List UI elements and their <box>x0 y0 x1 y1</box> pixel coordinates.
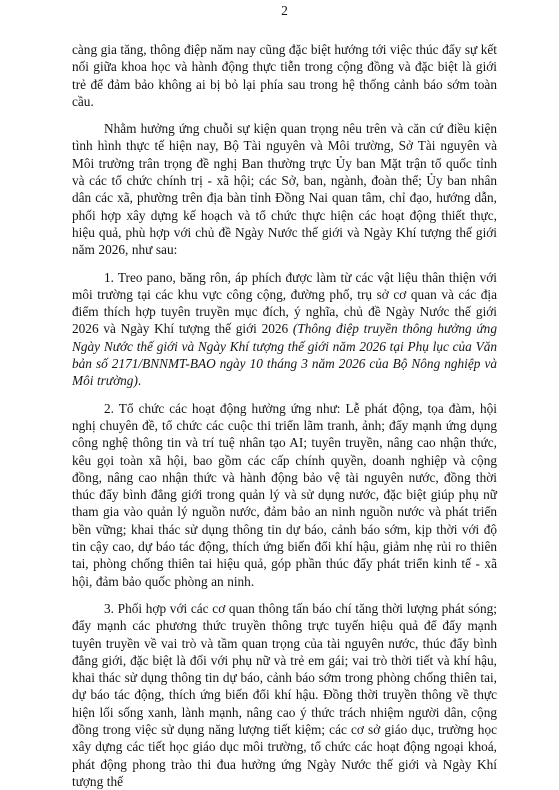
paragraph-item-2 <box>72 400 497 590</box>
paragraph-text-end: . <box>137 373 142 389</box>
paragraph-text: 1. Treo pano, băng rôn, áp phích được làm từ các vật liệu thân thiện với môi trường tại các khu vực công cộng, đường phố, trụ sở cơ quan và các địa điểm thích hợp tuyên truyền mục đích, ý nghĩa, chủ đề Ngày Nước thế giới 2026 và Ngày Khí tượng thế giới 2026 <box>72 269 497 337</box>
paragraph-item-3 <box>72 600 497 790</box>
paragraph-text: 2. Tổ chức các hoạt động hưởng ứng như: Lễ phát động, tọa đàm, hội nghị chuyên đề, tổ chức các cuộc thi triển lãm tranh, ảnh; đẩy mạnh ứng dụng công nghệ thông tin và trí tuệ nhân tạo AI; tuyên truyền, nâng cao nhận thức, kêu gọi toàn xã hội, bao gồm các cấp chính quyền, doanh nghiệp và cộng đồng, nâng cao nhận thức và hành động bảo vệ tài nguyên nước, đồng thời thúc đẩy bình đẳng giới trong quản lý và sử dụng nước, đặc biệt giúp phụ nữ tham gia vào quản lý nguồn nước, đảm bảo an ninh nguồn nước và phát triển bền vững; khai thác sử dụng thông tin dự báo, cảnh báo sớm, kịp thời với độ tin cậy cao, dự báo tác động, thích ứng biến đổi khí hậu, giảm nhẹ rủi ro thiên tai, phòng chống thiên tai hiệu quả, góp phần thúc đẩy phát triển kinh tế - xã hội, đảm bảo quốc phòng an ninh. <box>72 400 497 589</box>
paragraph-text: Nhằm hưởng ứng chuỗi sự kiện quan trọng nêu trên và căn cứ điều kiện tình hình thực tế hiện nay, Bộ Tài nguyên và Môi trường, Sở Tài nguyên và Môi trường trân trọng đề nghị Ban thường trực Ủy ban Mặt trận tổ quốc tỉnh và các tổ chức chính trị - xã hội; các Sở, ban, ngành, đoàn thể; Ủy ban nhân dân các xã, phường trên địa bàn tỉnh Đồng Nai quan tâm, chỉ đạo, hướng dẫn, phối hợp xây dựng kế hoạch và tổ chức thực hiện các hoạt động thiết thực, hiệu quả, phù hợp với chủ đề Ngày Nước thế giới và Ngày Khí tượng thế giới năm 2026, như sau: <box>72 121 497 258</box>
paragraph-continuation <box>72 41 497 110</box>
paragraph-text: càng gia tăng, thông điệp năm nay cũng đặc biệt hướng tới việc thúc đẩy sự kết nối giữa khoa học và hành động thực tiễn trong cộng đồng và đặc biệt là giới trẻ để đảm bảo không ai bị bỏ lại phía sau trong hệ thống cảnh báo sớm toàn cầu. <box>72 42 497 109</box>
paragraph-item-1 <box>72 269 497 390</box>
paragraph-text: 3. Phối hợp với các cơ quan thông tấn báo chí tăng thời lượng phát sóng; đẩy mạnh các phương thức truyền thông trực tuyến hiệu quả để đẩy mạnh tuyên truyền về vai trò và tầm quan trọng của tài nguyên nước, thúc đẩy bình đẳng giới, đặc biệt là đối với phụ nữ và trẻ em gái; vai trò thời tiết và khí hậu, khai thác sử dụng thông tin dự báo, cảnh báo sớm trong phòng chống thiên tai, dự báo tác động, thích ứng biến đổi khí hậu. Đồng thời truyền thông về thực hiện lối sống xanh, lành mạnh, nâng cao ý thức trách nhiệm người dân, cộng đồng trong việc sử dụng năng lượng tiết kiệm; các cơ sở giáo dục, trường học xây dựng các tiết học giáo dục môi trường, tổ chức các hoạt động ngoại khoá, phát động phong trào thi đua hưởng ứng Ngày Nước thế giới và Ngày Khí tượng thế <box>72 600 497 789</box>
page-number: 2 <box>281 3 288 18</box>
paragraph-intro <box>72 120 497 258</box>
paragraph-italic-note: (Thông điệp truyền thông hưởng ứng Ngày Nước thế giới và Ngày Khí tượng thế giới năm 2026 tại Phụ lục của Văn bản số 2171/BNNMT-BAO ngày 10 tháng 3 năm 2026 của Bộ Nông nghiệp và Môi trường) <box>72 321 497 389</box>
